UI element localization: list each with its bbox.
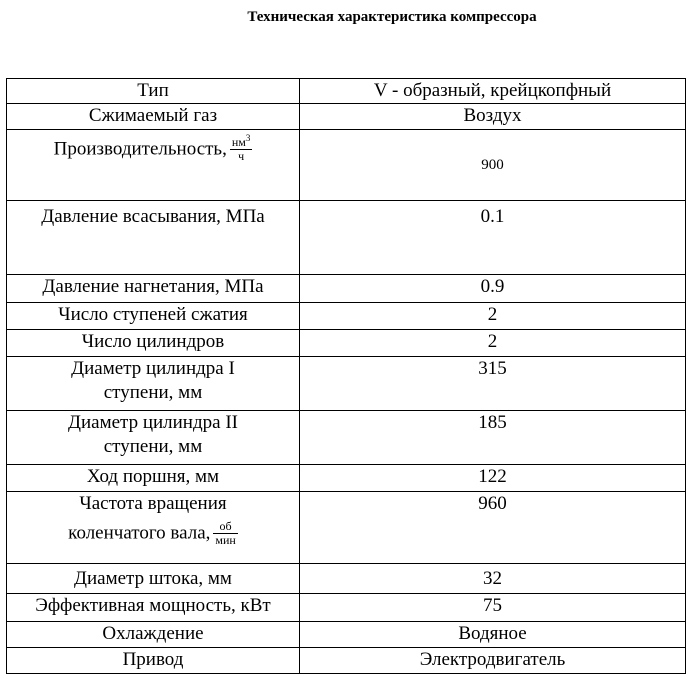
label-line: Диаметр цилиндра I (71, 358, 235, 379)
table-row-crankshaft-speed (7, 492, 686, 564)
table-row-stages (7, 303, 686, 330)
table-row-piston-stroke (7, 465, 686, 492)
label-cell: Число ступеней сжатия (7, 303, 300, 330)
value-cell: 0.1 (300, 201, 686, 275)
value-cell: 900 (300, 130, 686, 201)
unit-exponent: 3 (245, 133, 251, 143)
value-cell: 0.9 (300, 275, 686, 303)
label-cell: Давление всасывания, МПа (7, 201, 300, 275)
value-cell: 32 (300, 564, 686, 594)
label-cell (7, 130, 300, 201)
label-line: Диаметр цилиндра II (68, 412, 238, 433)
value-cell: 2 (300, 330, 686, 357)
table-row-power (7, 594, 686, 622)
value-cell: 122 (300, 465, 686, 492)
label-cell: Привод (7, 648, 300, 674)
table-row-cylinders (7, 330, 686, 357)
unit-fraction (213, 520, 237, 547)
table-row-cylinder-1-diameter (7, 357, 686, 411)
label-cell: Сжимаемый газ (7, 104, 300, 130)
label-cell (7, 411, 300, 465)
value-cell: Воздух (300, 104, 686, 130)
label-text: коленчатого вала, (68, 522, 211, 544)
spec-table (6, 78, 686, 674)
table-row-suction-pressure (7, 201, 686, 275)
table-row-cylinder-2-diameter (7, 411, 686, 465)
value-cell: Электродвигатель (300, 648, 686, 674)
value-cell: Водяное (300, 622, 686, 648)
label-text: Производительность, (53, 138, 227, 160)
value-cell: V - образный, крейцкопфный (300, 79, 686, 104)
label-cell: Диаметр штока, мм (7, 564, 300, 594)
label-cell: Давление нагнетания, МПа (7, 275, 300, 303)
unit-denominator: ч (238, 149, 245, 163)
label-line (10, 520, 296, 547)
label-cell: Тип (7, 79, 300, 104)
label-cell: Число цилиндров (7, 330, 300, 357)
table-row-discharge-pressure (7, 275, 686, 303)
label-line: ступени, мм (103, 436, 203, 457)
table-row-cooling (7, 622, 686, 648)
value-cell: 315 (300, 357, 686, 411)
document-title: Техническая характеристика компрессора (247, 9, 537, 25)
table-row-rod-diameter (7, 564, 686, 594)
value-cell: 185 (300, 411, 686, 465)
label-cell: Ход поршня, мм (7, 465, 300, 492)
value-cell: 75 (300, 594, 686, 622)
label-line: ступени, мм (103, 382, 203, 403)
label-cell (7, 492, 300, 564)
label-cell: Охлаждение (7, 622, 300, 648)
table-row-capacity (7, 130, 686, 201)
table-row-gas (7, 104, 686, 130)
value-cell: 2 (300, 303, 686, 330)
unit-denominator: мин (215, 533, 236, 547)
unit-fraction (230, 133, 253, 163)
table-row-drive (7, 648, 686, 674)
label-cell (7, 357, 300, 411)
unit-numerator: нм (231, 135, 246, 149)
value-cell: 960 (300, 492, 686, 564)
label-cell: Эффективная мощность, кВт (7, 594, 300, 622)
table-row-type (7, 79, 686, 104)
label-line: Частота вращения (79, 493, 227, 514)
unit-numerator: об (213, 520, 237, 534)
